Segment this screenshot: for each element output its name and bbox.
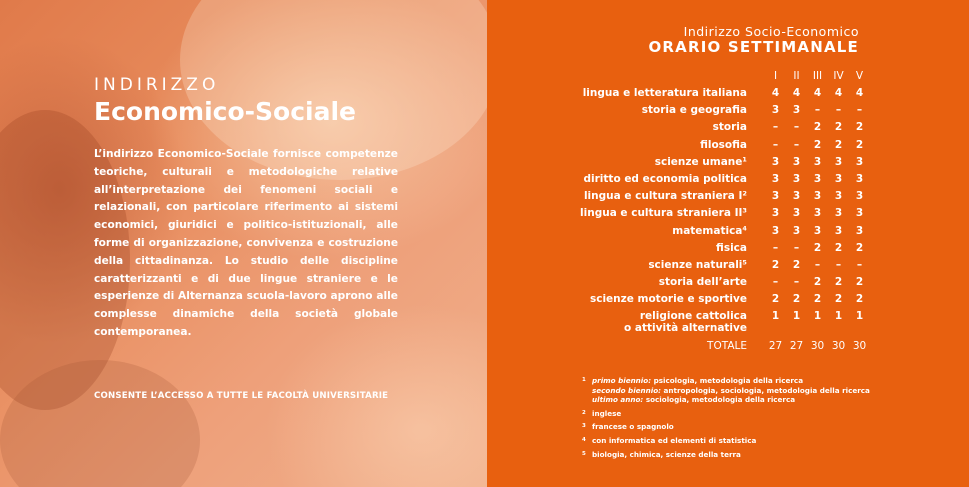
footnote-label: secondo biennio: xyxy=(592,385,662,395)
subject-name-line: fisica xyxy=(716,241,747,254)
subject-name xyxy=(487,276,765,288)
hours-cell: – xyxy=(772,276,779,289)
footnote-line xyxy=(592,450,741,460)
total-row xyxy=(487,340,969,352)
hours-cell: – xyxy=(835,258,842,271)
footnote xyxy=(582,409,870,419)
subject-name-line: storia e geografia xyxy=(641,104,747,117)
footnote-number: 4 xyxy=(582,436,586,443)
total-cell: 30 xyxy=(852,340,867,353)
hours-cell: 3 xyxy=(813,207,822,220)
hours-cell: 2 xyxy=(813,276,822,289)
footnote-text xyxy=(592,422,674,432)
table-row xyxy=(487,242,969,254)
footnote-content: con informatica ed elementi di statistica xyxy=(592,435,757,445)
table-row xyxy=(487,207,969,219)
hours-cell: 3 xyxy=(792,224,801,237)
subject-name-line: storia xyxy=(712,121,747,134)
page-title: Economico-Sociale xyxy=(94,97,356,126)
hours-cell: 1 xyxy=(855,310,864,323)
hours-cell: 2 xyxy=(855,276,864,289)
hours-cell: 3 xyxy=(792,172,801,185)
total-cell: 27 xyxy=(789,340,804,353)
subject-name xyxy=(487,207,765,219)
footnote-content: psicologia, metodologia della ricerca xyxy=(651,376,804,385)
hours-cell: 1 xyxy=(834,310,843,323)
hours-cell: 4 xyxy=(834,87,843,99)
subject-name xyxy=(487,293,765,305)
year-header: II xyxy=(793,70,800,82)
hours-cell: 3 xyxy=(834,190,843,203)
hours-cell: 3 xyxy=(855,207,864,220)
hours-cells xyxy=(765,87,870,99)
section-kicker: INDIRIZZO xyxy=(94,75,220,95)
hours-cell: 3 xyxy=(855,224,864,237)
subject-name xyxy=(487,104,765,116)
weekly-schedule-table xyxy=(487,70,969,352)
hours-cell: 3 xyxy=(771,224,780,237)
hours-cell: 3 xyxy=(813,155,822,168)
footnote-label: ultimo anno: xyxy=(592,395,644,405)
hours-cell: 2 xyxy=(813,121,822,134)
hours-cell: 3 xyxy=(855,155,864,168)
subject-name-line: storia dell’arte xyxy=(658,276,747,289)
year-header: IV xyxy=(833,70,844,82)
hours-cell: 2 xyxy=(834,241,843,254)
table-row xyxy=(487,121,969,133)
hours-cells xyxy=(765,156,870,168)
subject-name-line: lingua e cultura straniera II³ xyxy=(580,207,747,220)
table-row xyxy=(487,87,969,99)
table-header-row xyxy=(487,70,969,82)
hours-cells xyxy=(765,310,870,322)
hours-cells xyxy=(765,104,870,116)
footnote-line xyxy=(592,422,674,432)
hours-cell: 3 xyxy=(813,190,822,203)
footnote-content: inglese xyxy=(592,408,622,418)
footnote-number: 5 xyxy=(582,450,586,457)
subject-name-line: religione cattolica xyxy=(639,310,747,323)
table-row xyxy=(487,139,969,151)
hours-cell: 2 xyxy=(813,138,822,151)
hours-cell: 2 xyxy=(855,121,864,134)
footnote-line xyxy=(592,376,870,386)
subject-name xyxy=(487,87,765,99)
year-headers xyxy=(765,70,870,82)
subject-name xyxy=(487,173,765,185)
university-access-note: CONSENTE L’ACCESSO A TUTTE LE FACOLTÀ UNIVERSITARIE xyxy=(94,391,389,401)
hours-cell: 2 xyxy=(855,293,864,306)
hours-cells xyxy=(765,259,870,271)
total-label: TOTALE xyxy=(707,340,747,353)
footnote-number: 2 xyxy=(582,409,586,416)
subject-rows xyxy=(487,87,969,334)
hours-cell: 4 xyxy=(792,87,801,99)
subject-name xyxy=(487,190,765,202)
footnote xyxy=(582,422,870,432)
subject-name-line: scienze motorie e sportive xyxy=(589,293,747,306)
subject-name-line: scienze umane¹ xyxy=(654,155,747,168)
left-content xyxy=(94,75,398,352)
hours-cell: – xyxy=(793,138,800,151)
hours-cell: 2 xyxy=(855,241,864,254)
hours-cell: 2 xyxy=(771,293,780,306)
hours-cell: 2 xyxy=(834,121,843,134)
footnote-content: antropologia, sociologia, metodologia della ricerca xyxy=(661,385,870,395)
hours-cells xyxy=(765,173,870,185)
hours-cell: 4 xyxy=(813,87,822,99)
hours-cell: 2 xyxy=(792,258,801,271)
hours-cell: 3 xyxy=(771,190,780,203)
total-cell: 30 xyxy=(831,340,846,353)
hours-cell: 3 xyxy=(855,190,864,203)
hours-cell: 2 xyxy=(813,241,822,254)
intro-paragraph: L’indirizzo Economico-Sociale fornisce competenze teoriche, culturali e metodologiche relative all’interpretazione dei fenomeni sociali e relazionali, con particolare riferimento ai sistemi economici, giuridici e politico-istituzionali, alle forme di organizzazione, convivenza e costruzione della cittadinanza. Lo studio delle discipline caratterizzanti e di due lingue straniere e le esperienze di Alternanza scuola-lavoro aprono alle complesse dinamiche della società globale contemporanea. xyxy=(94,148,398,338)
hours-cell: 3 xyxy=(771,207,780,220)
hours-cells xyxy=(765,276,870,288)
hours-cells xyxy=(765,190,870,202)
hours-cell: 2 xyxy=(813,293,822,306)
year-header: V xyxy=(855,70,864,82)
table-row xyxy=(487,225,969,237)
footnote-text xyxy=(592,376,870,405)
subject-name-line: lingua e cultura straniera I² xyxy=(583,190,747,203)
hours-cell: 3 xyxy=(834,172,843,185)
total-hours xyxy=(765,340,870,352)
hours-cell: 2 xyxy=(855,138,864,151)
hours-cell: 3 xyxy=(771,104,780,117)
hours-cell: 3 xyxy=(813,172,822,185)
total-cell: 30 xyxy=(810,340,825,353)
subject-name xyxy=(487,156,765,168)
hours-cell: 3 xyxy=(792,190,801,203)
footnote-text xyxy=(592,436,756,446)
footnote-line xyxy=(592,409,621,419)
footnote-number: 3 xyxy=(582,423,586,430)
hours-cell: – xyxy=(793,276,800,289)
hours-cell: 3 xyxy=(834,224,843,237)
table-row xyxy=(487,156,969,168)
hours-cell: 2 xyxy=(792,293,801,306)
footnote-content: francese o spagnolo xyxy=(592,422,674,432)
hours-cell: 2 xyxy=(771,258,780,271)
hours-cell: – xyxy=(856,258,863,271)
hours-cell: 3 xyxy=(834,155,843,168)
footnote-content: biologia, chimica, scienze della terra xyxy=(592,449,741,459)
hours-cell: 3 xyxy=(792,207,801,220)
footnote-number: 1 xyxy=(582,377,586,383)
hours-cell: – xyxy=(793,241,800,254)
hours-cells xyxy=(765,293,870,305)
footnote-line xyxy=(592,386,870,396)
footnote-text xyxy=(592,409,621,419)
hours-cell: 2 xyxy=(834,138,843,151)
hours-cell: – xyxy=(814,258,821,271)
footnote-text xyxy=(592,450,741,460)
subject-name-line: filosofia xyxy=(700,138,747,151)
subject-name xyxy=(487,121,765,133)
hours-cells xyxy=(765,242,870,254)
hours-cell: – xyxy=(835,104,842,117)
hours-cell: – xyxy=(856,104,863,117)
subject-name-line: diritto ed economia politica xyxy=(583,172,747,185)
footnote-content: sociologia, metodologia della ricerca xyxy=(643,395,796,405)
footnotes xyxy=(582,376,870,463)
footnote xyxy=(582,376,870,405)
hours-cell: 3 xyxy=(792,155,801,168)
hours-cell: 3 xyxy=(771,155,780,168)
hours-cell: – xyxy=(772,138,779,151)
schedule-title: ORARIO SETTIMANALE xyxy=(648,38,859,56)
hours-cells xyxy=(765,139,870,151)
table-row xyxy=(487,190,969,202)
footnote-label: primo biennio: xyxy=(592,376,652,385)
hours-cell: – xyxy=(814,104,821,117)
subject-name xyxy=(487,242,765,254)
right-panel xyxy=(487,0,969,487)
hours-cell: 1 xyxy=(792,310,801,323)
hours-cell: 3 xyxy=(792,104,801,117)
hours-cell: 4 xyxy=(855,87,864,99)
table-row xyxy=(487,310,969,334)
hours-cell: 1 xyxy=(771,310,780,323)
table-row xyxy=(487,276,969,288)
subject-name xyxy=(487,259,765,271)
subject-name-line: o attività alternative xyxy=(624,322,747,335)
table-row xyxy=(487,293,969,305)
hours-cell: 4 xyxy=(771,87,780,99)
subject-name-line: lingua e letteratura italiana xyxy=(582,87,747,99)
hours-cells xyxy=(765,121,870,133)
subject-name xyxy=(487,225,765,237)
hours-cell: – xyxy=(772,241,779,254)
footnote xyxy=(582,436,870,446)
subject-name-line: scienze naturali⁵ xyxy=(648,258,747,271)
hours-cell: 3 xyxy=(813,224,822,237)
footnote-line xyxy=(592,436,756,446)
hours-cell: 1 xyxy=(813,310,822,323)
hours-cell: 3 xyxy=(834,207,843,220)
total-cell: 27 xyxy=(768,340,783,353)
footnote xyxy=(582,450,870,460)
hours-cell: 2 xyxy=(834,293,843,306)
hours-cells xyxy=(765,225,870,237)
hours-cell: – xyxy=(793,121,800,134)
subject-name xyxy=(487,310,765,334)
hours-cell: 3 xyxy=(771,172,780,185)
table-row xyxy=(487,173,969,185)
hours-cells xyxy=(765,207,870,219)
subject-name-line: matematica⁴ xyxy=(672,224,747,237)
year-header: III xyxy=(812,70,823,82)
hours-cell: – xyxy=(772,121,779,134)
table-row xyxy=(487,104,969,116)
hours-cell: 2 xyxy=(834,276,843,289)
year-header: I xyxy=(773,70,778,82)
table-row xyxy=(487,259,969,271)
hours-cell: 3 xyxy=(855,172,864,185)
footnote-line xyxy=(592,395,870,405)
schedule-subtitle: Indirizzo Socio-Economico xyxy=(683,24,859,39)
subject-name xyxy=(487,139,765,151)
